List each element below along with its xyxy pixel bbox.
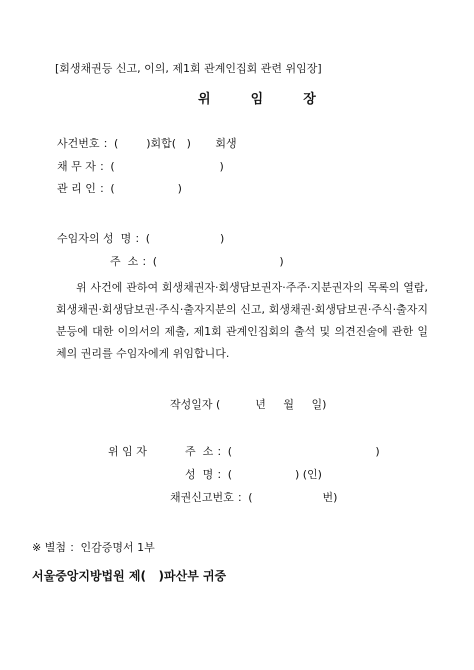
- delegator-address-line: 주 소 ：( ): [185, 445, 380, 458]
- court-addressee: 서울중앙지방법원 제( )파산부 귀중: [32, 569, 227, 583]
- case-number-line: 사건번호 ：( )회합( ) 회생: [57, 137, 237, 150]
- claim-number-line: 채권신고번호 ：( 번): [170, 491, 338, 504]
- attachment-note: ※ 별첨 ：인감증명서 1부: [32, 541, 155, 554]
- delegate-name-line: 수임자의 성 명 ：( ): [57, 232, 225, 245]
- document-category: [회생채권등 신고, 이의, 제1회 관계인집회 관련 위임장]: [55, 62, 322, 75]
- debtor-line: 채 무 자 ：( ): [57, 160, 224, 173]
- date-line: 작성일자 ( 년 월 일): [170, 398, 327, 411]
- delegate-address-line: 주 소 ：( ): [110, 255, 284, 268]
- delegation-statement: 위 사건에 관하여 회생채권자·회생담보권자·주주·지분권자의 목록의 열람, 회생채권·회생담보권·주식·출자지분의 신고, 회생채권·회생담보권·주식·출자지분등에 대한 이의서의 제출, 제1회 관계인집회의 출석 및 의견진술에 관한 일체의 권리를 수임자에게 위임합니다.: [56, 281, 428, 360]
- delegator-label: 위 임 자: [108, 445, 147, 458]
- delegator-name-line: 성 명 ：( ) (인): [185, 468, 322, 481]
- manager-line: 관 리 인 ：( ): [57, 182, 182, 195]
- document-title: 위 임 장: [198, 92, 317, 107]
